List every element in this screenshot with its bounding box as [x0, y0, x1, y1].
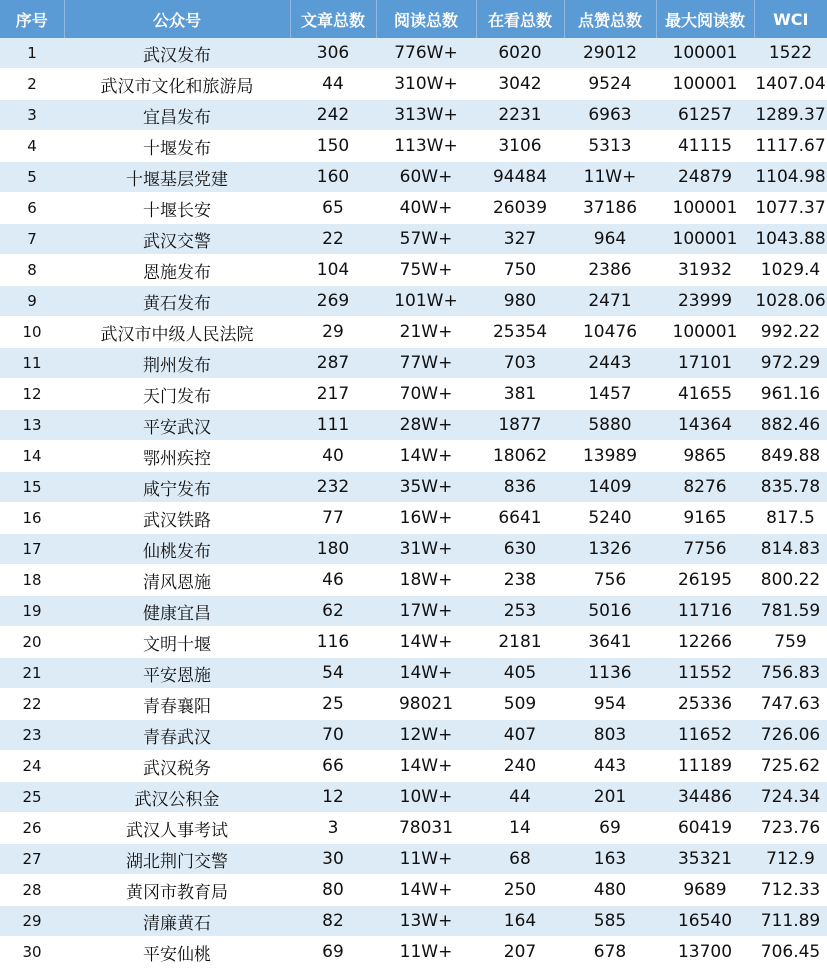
watching-cell: 44	[476, 782, 564, 813]
watching-cell: 3042	[476, 69, 564, 100]
table-row	[0, 565, 827, 596]
table-row	[0, 100, 827, 131]
wci-cell: 835.78	[754, 472, 827, 503]
reads-cell: 57W+	[376, 224, 476, 255]
max-reads-cell: 100001	[656, 193, 754, 224]
watching-cell: 164	[476, 906, 564, 937]
account-name-cell: 健康宜昌	[64, 596, 290, 627]
account-name-cell: 黄冈市教育局	[64, 875, 290, 906]
table-row	[0, 193, 827, 224]
articles-cell: 54	[290, 658, 376, 689]
table-row	[0, 782, 827, 813]
reads-cell: 40W+	[376, 193, 476, 224]
likes-cell: 480	[564, 875, 656, 906]
rank-cell: 13	[0, 410, 64, 441]
rank-cell: 23	[0, 720, 64, 751]
likes-cell: 5016	[564, 596, 656, 627]
reads-cell: 310W+	[376, 69, 476, 100]
reads-cell: 31W+	[376, 534, 476, 565]
max-reads-cell: 11189	[656, 751, 754, 782]
account-name-cell: 平安恩施	[64, 658, 290, 689]
likes-cell: 803	[564, 720, 656, 751]
wci-cell: 1407.04	[754, 69, 827, 100]
header-row	[0, 0, 827, 38]
header-account: 公众号	[64, 0, 290, 38]
likes-cell: 6963	[564, 100, 656, 131]
articles-cell: 269	[290, 286, 376, 317]
rank-cell: 7	[0, 224, 64, 255]
header-max-reads: 最大阅读数	[656, 0, 754, 38]
rank-cell: 5	[0, 162, 64, 193]
table-row	[0, 38, 827, 69]
watching-cell: 509	[476, 689, 564, 720]
rank-cell: 26	[0, 813, 64, 844]
wci-cell: 972.29	[754, 348, 827, 379]
max-reads-cell: 8276	[656, 472, 754, 503]
max-reads-cell: 11652	[656, 720, 754, 751]
likes-cell: 11W+	[564, 162, 656, 193]
max-reads-cell: 41655	[656, 379, 754, 410]
max-reads-cell: 60419	[656, 813, 754, 844]
rank-cell: 20	[0, 627, 64, 658]
reads-cell: 10W+	[376, 782, 476, 813]
wci-cell: 724.34	[754, 782, 827, 813]
rank-cell: 12	[0, 379, 64, 410]
watching-cell: 750	[476, 255, 564, 286]
articles-cell: 180	[290, 534, 376, 565]
watching-cell: 68	[476, 844, 564, 875]
likes-cell: 37186	[564, 193, 656, 224]
likes-cell: 2471	[564, 286, 656, 317]
articles-cell: 66	[290, 751, 376, 782]
reads-cell: 101W+	[376, 286, 476, 317]
max-reads-cell: 35321	[656, 844, 754, 875]
rank-cell: 18	[0, 565, 64, 596]
likes-cell: 1457	[564, 379, 656, 410]
articles-cell: 82	[290, 906, 376, 937]
rank-cell: 4	[0, 131, 64, 162]
rank-cell: 29	[0, 906, 64, 937]
likes-cell: 2443	[564, 348, 656, 379]
account-name-cell: 武汉人事考试	[64, 813, 290, 844]
table-row	[0, 751, 827, 782]
account-name-cell: 武汉市文化和旅游局	[64, 69, 290, 100]
account-name-cell: 鄂州疾控	[64, 441, 290, 472]
header-articles: 文章总数	[290, 0, 376, 38]
header-likes: 点赞总数	[564, 0, 656, 38]
account-name-cell: 湖北荆门交警	[64, 844, 290, 875]
articles-cell: 30	[290, 844, 376, 875]
likes-cell: 443	[564, 751, 656, 782]
reads-cell: 13W+	[376, 906, 476, 937]
likes-cell: 1326	[564, 534, 656, 565]
max-reads-cell: 17101	[656, 348, 754, 379]
max-reads-cell: 9165	[656, 503, 754, 534]
articles-cell: 232	[290, 472, 376, 503]
max-reads-cell: 16540	[656, 906, 754, 937]
reads-cell: 17W+	[376, 596, 476, 627]
account-name-cell: 黄石发布	[64, 286, 290, 317]
table-row	[0, 906, 827, 937]
rank-cell: 9	[0, 286, 64, 317]
reads-cell: 75W+	[376, 255, 476, 286]
wci-cell: 814.83	[754, 534, 827, 565]
rank-cell: 28	[0, 875, 64, 906]
wci-cell: 817.5	[754, 503, 827, 534]
watching-cell: 94484	[476, 162, 564, 193]
table-row	[0, 441, 827, 472]
articles-cell: 62	[290, 596, 376, 627]
reads-cell: 14W+	[376, 751, 476, 782]
likes-cell: 585	[564, 906, 656, 937]
header-rank: 序号	[0, 0, 64, 38]
max-reads-cell: 100001	[656, 69, 754, 100]
table-row	[0, 224, 827, 255]
wci-cell: 1077.37	[754, 193, 827, 224]
wci-cell: 756.83	[754, 658, 827, 689]
wci-cell: 1028.06	[754, 286, 827, 317]
watching-cell: 2181	[476, 627, 564, 658]
likes-cell: 10476	[564, 317, 656, 348]
max-reads-cell: 7756	[656, 534, 754, 565]
watching-cell: 405	[476, 658, 564, 689]
articles-cell: 69	[290, 937, 376, 968]
reads-cell: 11W+	[376, 937, 476, 968]
likes-cell: 2386	[564, 255, 656, 286]
wci-cell: 992.22	[754, 317, 827, 348]
table-row	[0, 162, 827, 193]
watching-cell: 836	[476, 472, 564, 503]
max-reads-cell: 12266	[656, 627, 754, 658]
watching-cell: 703	[476, 348, 564, 379]
articles-cell: 22	[290, 224, 376, 255]
watching-cell: 26039	[476, 193, 564, 224]
wci-cell: 961.16	[754, 379, 827, 410]
account-name-cell: 武汉发布	[64, 38, 290, 69]
watching-cell: 381	[476, 379, 564, 410]
rank-cell: 21	[0, 658, 64, 689]
watching-cell: 253	[476, 596, 564, 627]
watching-cell: 207	[476, 937, 564, 968]
likes-cell: 5313	[564, 131, 656, 162]
watching-cell: 25354	[476, 317, 564, 348]
articles-cell: 77	[290, 503, 376, 534]
account-name-cell: 天门发布	[64, 379, 290, 410]
table-row	[0, 379, 827, 410]
max-reads-cell: 25336	[656, 689, 754, 720]
wci-cell: 712.9	[754, 844, 827, 875]
likes-cell: 1136	[564, 658, 656, 689]
reads-cell: 77W+	[376, 348, 476, 379]
articles-cell: 116	[290, 627, 376, 658]
rank-cell: 27	[0, 844, 64, 875]
header-watching: 在看总数	[476, 0, 564, 38]
rank-cell: 8	[0, 255, 64, 286]
rank-cell: 1	[0, 38, 64, 69]
account-name-cell: 平安仙桃	[64, 937, 290, 968]
table-row	[0, 844, 827, 875]
articles-cell: 25	[290, 689, 376, 720]
articles-cell: 217	[290, 379, 376, 410]
reads-cell: 113W+	[376, 131, 476, 162]
likes-cell: 163	[564, 844, 656, 875]
watching-cell: 407	[476, 720, 564, 751]
table-header	[0, 0, 827, 38]
reads-cell: 14W+	[376, 441, 476, 472]
account-name-cell: 青春武汉	[64, 720, 290, 751]
account-name-cell: 十堰长安	[64, 193, 290, 224]
max-reads-cell: 9689	[656, 875, 754, 906]
max-reads-cell: 41115	[656, 131, 754, 162]
watching-cell: 1877	[476, 410, 564, 441]
max-reads-cell: 23999	[656, 286, 754, 317]
table-row	[0, 534, 827, 565]
watching-cell: 238	[476, 565, 564, 596]
likes-cell: 756	[564, 565, 656, 596]
articles-cell: 242	[290, 100, 376, 131]
max-reads-cell: 61257	[656, 100, 754, 131]
articles-cell: 3	[290, 813, 376, 844]
rank-cell: 14	[0, 441, 64, 472]
max-reads-cell: 11552	[656, 658, 754, 689]
likes-cell: 954	[564, 689, 656, 720]
articles-cell: 111	[290, 410, 376, 441]
max-reads-cell: 100001	[656, 317, 754, 348]
watching-cell: 980	[476, 286, 564, 317]
wci-cell: 1522	[754, 38, 827, 69]
wci-cell: 723.76	[754, 813, 827, 844]
max-reads-cell: 24879	[656, 162, 754, 193]
wci-cell: 1117.67	[754, 131, 827, 162]
reads-cell: 14W+	[376, 627, 476, 658]
reads-cell: 78031	[376, 813, 476, 844]
wci-cell: 712.33	[754, 875, 827, 906]
likes-cell: 678	[564, 937, 656, 968]
wci-cell: 849.88	[754, 441, 827, 472]
account-name-cell: 清风恩施	[64, 565, 290, 596]
max-reads-cell: 31932	[656, 255, 754, 286]
likes-cell: 1409	[564, 472, 656, 503]
table-row	[0, 875, 827, 906]
account-name-cell: 十堰发布	[64, 131, 290, 162]
likes-cell: 69	[564, 813, 656, 844]
articles-cell: 29	[290, 317, 376, 348]
header-reads: 阅读总数	[376, 0, 476, 38]
watching-cell: 6020	[476, 38, 564, 69]
account-name-cell: 武汉交警	[64, 224, 290, 255]
max-reads-cell: 11716	[656, 596, 754, 627]
max-reads-cell: 26195	[656, 565, 754, 596]
watching-cell: 240	[476, 751, 564, 782]
reads-cell: 98021	[376, 689, 476, 720]
articles-cell: 150	[290, 131, 376, 162]
reads-cell: 313W+	[376, 100, 476, 131]
likes-cell: 5240	[564, 503, 656, 534]
rank-cell: 11	[0, 348, 64, 379]
articles-cell: 65	[290, 193, 376, 224]
likes-cell: 5880	[564, 410, 656, 441]
max-reads-cell: 100001	[656, 38, 754, 69]
reads-cell: 14W+	[376, 658, 476, 689]
reads-cell: 18W+	[376, 565, 476, 596]
rank-cell: 15	[0, 472, 64, 503]
account-name-cell: 宜昌发布	[64, 100, 290, 131]
table-row	[0, 317, 827, 348]
articles-cell: 287	[290, 348, 376, 379]
table-row	[0, 255, 827, 286]
wci-cell: 781.59	[754, 596, 827, 627]
rank-cell: 3	[0, 100, 64, 131]
rank-cell: 10	[0, 317, 64, 348]
max-reads-cell: 14364	[656, 410, 754, 441]
articles-cell: 80	[290, 875, 376, 906]
account-name-cell: 平安武汉	[64, 410, 290, 441]
rank-cell: 6	[0, 193, 64, 224]
table-row	[0, 69, 827, 100]
rank-cell: 24	[0, 751, 64, 782]
watching-cell: 18062	[476, 441, 564, 472]
account-name-cell: 仙桃发布	[64, 534, 290, 565]
account-name-cell: 十堰基层党建	[64, 162, 290, 193]
rank-cell: 22	[0, 689, 64, 720]
wci-cell: 747.63	[754, 689, 827, 720]
reads-cell: 14W+	[376, 875, 476, 906]
articles-cell: 12	[290, 782, 376, 813]
wci-cell: 882.46	[754, 410, 827, 441]
reads-cell: 11W+	[376, 844, 476, 875]
table-row	[0, 503, 827, 534]
rank-cell: 30	[0, 937, 64, 968]
reads-cell: 35W+	[376, 472, 476, 503]
account-name-cell: 青春襄阳	[64, 689, 290, 720]
rank-cell: 17	[0, 534, 64, 565]
reads-cell: 16W+	[376, 503, 476, 534]
rank-cell: 2	[0, 69, 64, 100]
watching-cell: 6641	[476, 503, 564, 534]
likes-cell: 13989	[564, 441, 656, 472]
watching-cell: 3106	[476, 131, 564, 162]
watching-cell: 2231	[476, 100, 564, 131]
max-reads-cell: 100001	[656, 224, 754, 255]
articles-cell: 44	[290, 69, 376, 100]
likes-cell: 201	[564, 782, 656, 813]
reads-cell: 21W+	[376, 317, 476, 348]
reads-cell: 28W+	[376, 410, 476, 441]
max-reads-cell: 34486	[656, 782, 754, 813]
likes-cell: 964	[564, 224, 656, 255]
wci-cell: 706.45	[754, 937, 827, 968]
account-name-cell: 咸宁发布	[64, 472, 290, 503]
rank-cell: 19	[0, 596, 64, 627]
reads-cell: 70W+	[376, 379, 476, 410]
reads-cell: 776W+	[376, 38, 476, 69]
account-name-cell: 恩施发布	[64, 255, 290, 286]
wci-cell: 1029.4	[754, 255, 827, 286]
reads-cell: 60W+	[376, 162, 476, 193]
wci-cell: 1043.88	[754, 224, 827, 255]
max-reads-cell: 9865	[656, 441, 754, 472]
table-row	[0, 813, 827, 844]
reads-cell: 12W+	[376, 720, 476, 751]
table-row	[0, 596, 827, 627]
wci-cell: 759	[754, 627, 827, 658]
watching-cell: 630	[476, 534, 564, 565]
rank-cell: 25	[0, 782, 64, 813]
watching-cell: 250	[476, 875, 564, 906]
table-row	[0, 472, 827, 503]
wci-cell: 726.06	[754, 720, 827, 751]
table-row	[0, 658, 827, 689]
account-name-cell: 清廉黄石	[64, 906, 290, 937]
table-row	[0, 720, 827, 751]
account-name-cell: 武汉公积金	[64, 782, 290, 813]
watching-cell: 14	[476, 813, 564, 844]
table-row	[0, 627, 827, 658]
table-row	[0, 348, 827, 379]
account-name-cell: 武汉市中级人民法院	[64, 317, 290, 348]
header-wci: WCI	[754, 0, 827, 38]
account-name-cell: 武汉铁路	[64, 503, 290, 534]
likes-cell: 9524	[564, 69, 656, 100]
wci-cell: 1104.98	[754, 162, 827, 193]
likes-cell: 29012	[564, 38, 656, 69]
wci-cell: 800.22	[754, 565, 827, 596]
watching-cell: 327	[476, 224, 564, 255]
max-reads-cell: 13700	[656, 937, 754, 968]
articles-cell: 160	[290, 162, 376, 193]
table-row	[0, 286, 827, 317]
wci-cell: 1289.37	[754, 100, 827, 131]
articles-cell: 70	[290, 720, 376, 751]
wci-cell: 725.62	[754, 751, 827, 782]
rank-cell: 16	[0, 503, 64, 534]
account-name-cell: 武汉税务	[64, 751, 290, 782]
table-row	[0, 689, 827, 720]
table-body	[0, 38, 827, 968]
table-row	[0, 131, 827, 162]
table-row	[0, 937, 827, 968]
articles-cell: 104	[290, 255, 376, 286]
account-name-cell: 荆州发布	[64, 348, 290, 379]
articles-cell: 306	[290, 38, 376, 69]
wci-cell: 711.89	[754, 906, 827, 937]
articles-cell: 40	[290, 441, 376, 472]
likes-cell: 3641	[564, 627, 656, 658]
table-row	[0, 410, 827, 441]
account-name-cell: 文明十堰	[64, 627, 290, 658]
articles-cell: 46	[290, 565, 376, 596]
